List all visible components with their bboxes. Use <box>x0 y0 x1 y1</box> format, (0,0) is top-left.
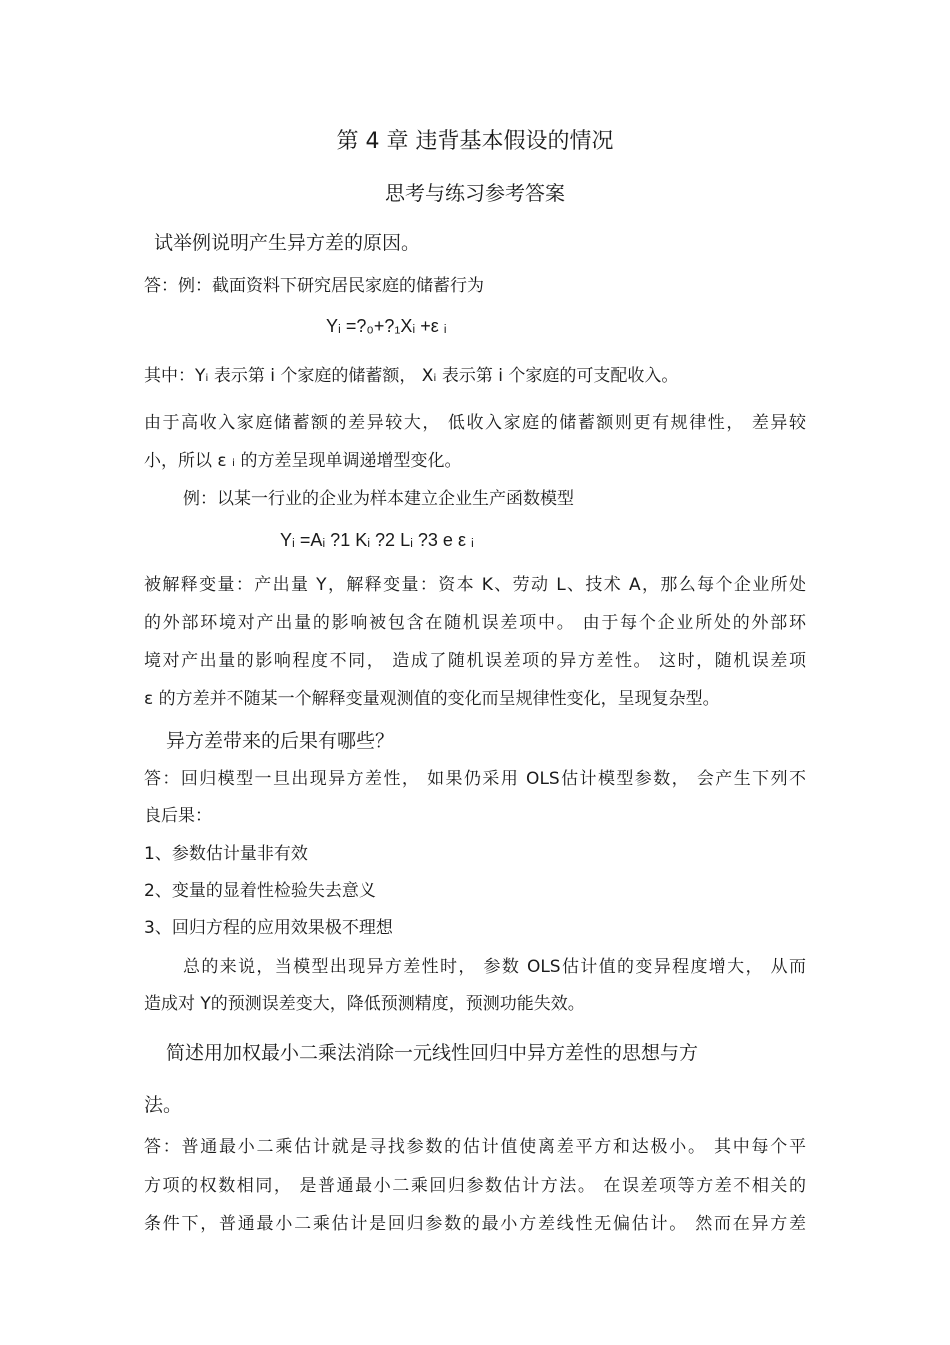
q1-para1-line2: 小，所以 ε ᵢ 的方差呈现单调递增型变化。 <box>144 451 462 471</box>
q1-para2-line3: 境对产出量的影响程度不同， 造成了随机误差项的异方差性。 这时，随机误差项 <box>144 651 806 671</box>
q2-list-item: 3、回归方程的应用效果极不理想 <box>144 918 393 938</box>
q1-answer-intro: 答：例：截面资料下研究居民家庭的储蓄行为 <box>144 276 484 296</box>
q1-para2-line2: 的外部环境对产出量的影响被包含在随机误差项中。 由于每个企业所处的外部环 <box>144 613 806 633</box>
equation-2: Yᵢ =Aᵢ ?1 Kᵢ ?2 Lᵢ ?3 e ε ᵢ <box>280 530 474 550</box>
q1-para2-line1: 被解释变量：产出量 Y，解释变量：资本 K、劳动 L、技术 A，那么每个企业所处 <box>144 575 806 595</box>
q2-list-item: 1、参数估计量非有效 <box>144 844 308 864</box>
page-title: 第 4 章 违背基本假设的情况 <box>336 129 614 154</box>
question-3-line2: 法。 <box>144 1094 183 1116</box>
question-3-line1: 简述用加权最小二乘法消除一元线性回归中异方差性的思想与方 <box>166 1042 699 1064</box>
q2-summary-line2: 造成对 Y的预测误差变大，降低预测精度，预测功能失效。 <box>144 994 585 1014</box>
q2-answer-line2: 良后果： <box>144 806 212 826</box>
q3-answer-line2: 方项的权数相同， 是普通最小二乘回归参数估计方法。 在误差项等方差不相关的 <box>144 1176 806 1196</box>
q2-answer-line1: 答：回归模型一旦出现异方差性， 如果仍采用 OLS估计模型参数， 会产生下列不 <box>144 769 806 789</box>
q1-where-line: 其中：Yᵢ 表示第 i 个家庭的储蓄额， Xᵢ 表示第 i 个家庭的可支配收入。 <box>144 366 679 386</box>
q3-answer-line3: 条件下，普通最小二乘估计是回归参数的最小方差线性无偏估计。 然而在异方差 <box>144 1214 806 1234</box>
page-subtitle: 思考与练习参考答案 <box>385 181 565 205</box>
equation-1: Yᵢ =?₀+?₁Xᵢ +ε ᵢ <box>326 316 447 336</box>
question-1: 试举例说明产生异方差的原因。 <box>154 232 421 254</box>
q1-para2-line4: ε 的方差并不随某一个解释变量观测值的变化而呈规律性变化，呈现复杂型。 <box>144 689 720 709</box>
q3-answer-line1: 答：普通最小二乘估计就是寻找参数的估计值使离差平方和达极小。 其中每个平 <box>144 1137 806 1157</box>
q2-list-item: 2、变量的显着性检验失去意义 <box>144 881 376 901</box>
question-2: 异方差带来的后果有哪些？ <box>166 730 395 752</box>
q1-para1-line1: 由于高收入家庭储蓄额的差异较大， 低收入家庭的储蓄额则更有规律性， 差异较 <box>144 413 806 433</box>
q2-summary-line1: 总的来说，当模型出现异方差性时， 参数 OLS估计值的变异程度增大， 从而 <box>183 957 806 977</box>
q1-example-2: 例：以某一行业的企业为样本建立企业生产函数模型 <box>183 489 574 509</box>
